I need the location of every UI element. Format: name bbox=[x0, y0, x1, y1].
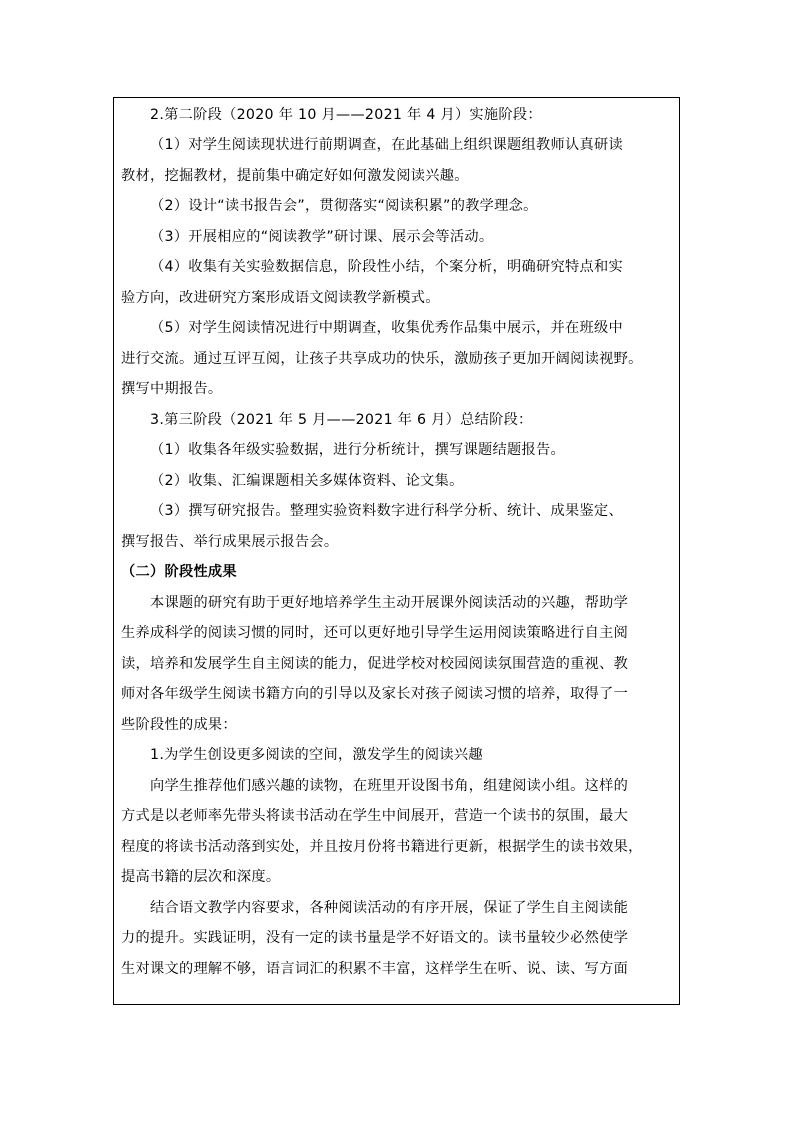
paragraph-line: 向学生推荐他们感兴趣的读物，在班里开设图书角，组建阅读小组。这样的 bbox=[150, 778, 629, 794]
stage-two-heading: 2.第二阶段（2020 年 10 月——2021 年 4 月）实施阶段： bbox=[150, 107, 542, 123]
paragraph-line: （4）收集有关实验数据信息，阶段性小结，个案分析，明确研究特点和实 bbox=[150, 259, 623, 275]
paragraph-line: 方式是以老师率先带头将读书活动在学生中间展开，营造一个读书的氛围，最大 bbox=[121, 808, 629, 824]
paragraph-line: 教材，挖掘教材，提前集中确定好如何激发阅读兴趣。 bbox=[121, 168, 469, 184]
paragraph-line: 验方向，改进研究方案形成语文阅读教学新模式。 bbox=[121, 290, 440, 306]
paragraph-line: 生对课文的理解不够，语言词汇的积累不丰富，这样学生在听、说、读、写方面 bbox=[121, 961, 629, 977]
paragraph-line: （1）对学生阅读现状进行前期调查，在此基础上组织课题组教师认真研读 bbox=[150, 137, 623, 153]
paragraph-line: 撰写报告、举行成果展示报告会。 bbox=[121, 534, 339, 550]
paragraph-line: 程度的将读书活动落到实处，并且按月份将书籍进行更新，根据学生的读书效果， bbox=[121, 839, 643, 855]
paragraph-line: 进行交流。通过互评互阅，让孩子共享成功的快乐，激励孩子更加开阔阅读视野。 bbox=[121, 351, 643, 367]
paragraph-line: 提高书籍的层次和深度。 bbox=[121, 869, 281, 885]
paragraph-line: 结合语文教学内容要求，各种阅读活动的有序开展，保证了学生自主阅读能 bbox=[150, 900, 629, 916]
document-table-cell bbox=[113, 97, 680, 1005]
paragraph-line: （5）对学生阅读情况进行中期调查，收集优秀作品集中展示，并在班级中 bbox=[150, 320, 623, 336]
paragraph-line: 些阶段性的成果： bbox=[121, 717, 237, 733]
paragraph-line: （1）收集各年级实验数据，进行分析统计，撰写课题结题报告。 bbox=[150, 442, 565, 458]
paragraph-line: （2）收集、汇编课题相关多媒体资料、论文集。 bbox=[150, 473, 464, 489]
paragraph-line: 生养成科学的阅读习惯的同时，还可以更好地引导学生运用阅读策略进行自主阅 bbox=[121, 625, 629, 641]
section-heading: （二）阶段性成果 bbox=[121, 564, 237, 580]
paragraph-line: 本课题的研究有助于更好地培养学生主动开展课外阅读活动的兴趣，帮助学 bbox=[150, 595, 629, 611]
paragraph-line: （3）撰写研究报告。整理实验资料数字进行科学分析、统计、成果鉴定、 bbox=[150, 503, 623, 519]
paragraph-line: 力的提升。实践证明，没有一定的读书量是学不好语文的。读书量较少必然使学 bbox=[121, 930, 629, 946]
paragraph-line: 师对各年级学生阅读书籍方向的引导以及家长对孩子阅读习惯的培养，取得了一 bbox=[121, 686, 629, 702]
subsection-heading: 1.为学生创设更多阅读的空间，激发学生的阅读兴趣 bbox=[150, 747, 483, 763]
paragraph-line: 读，培养和发展学生自主阅读的能力，促进学校对校园阅读氛围营造的重视、教 bbox=[121, 656, 629, 672]
paragraph-line: 撰写中期报告。 bbox=[121, 381, 223, 397]
paragraph-line: （2）设计“读书报告会”，贯彻落实“阅读积累”的教学理念。 bbox=[150, 198, 538, 214]
stage-three-heading: 3.第三阶段（2021 年 5 月——2021 年 6 月）总结阶段： bbox=[150, 412, 533, 428]
paragraph-line: （3）开展相应的“阅读教学”研讨课、展示会等活动。 bbox=[150, 229, 494, 245]
